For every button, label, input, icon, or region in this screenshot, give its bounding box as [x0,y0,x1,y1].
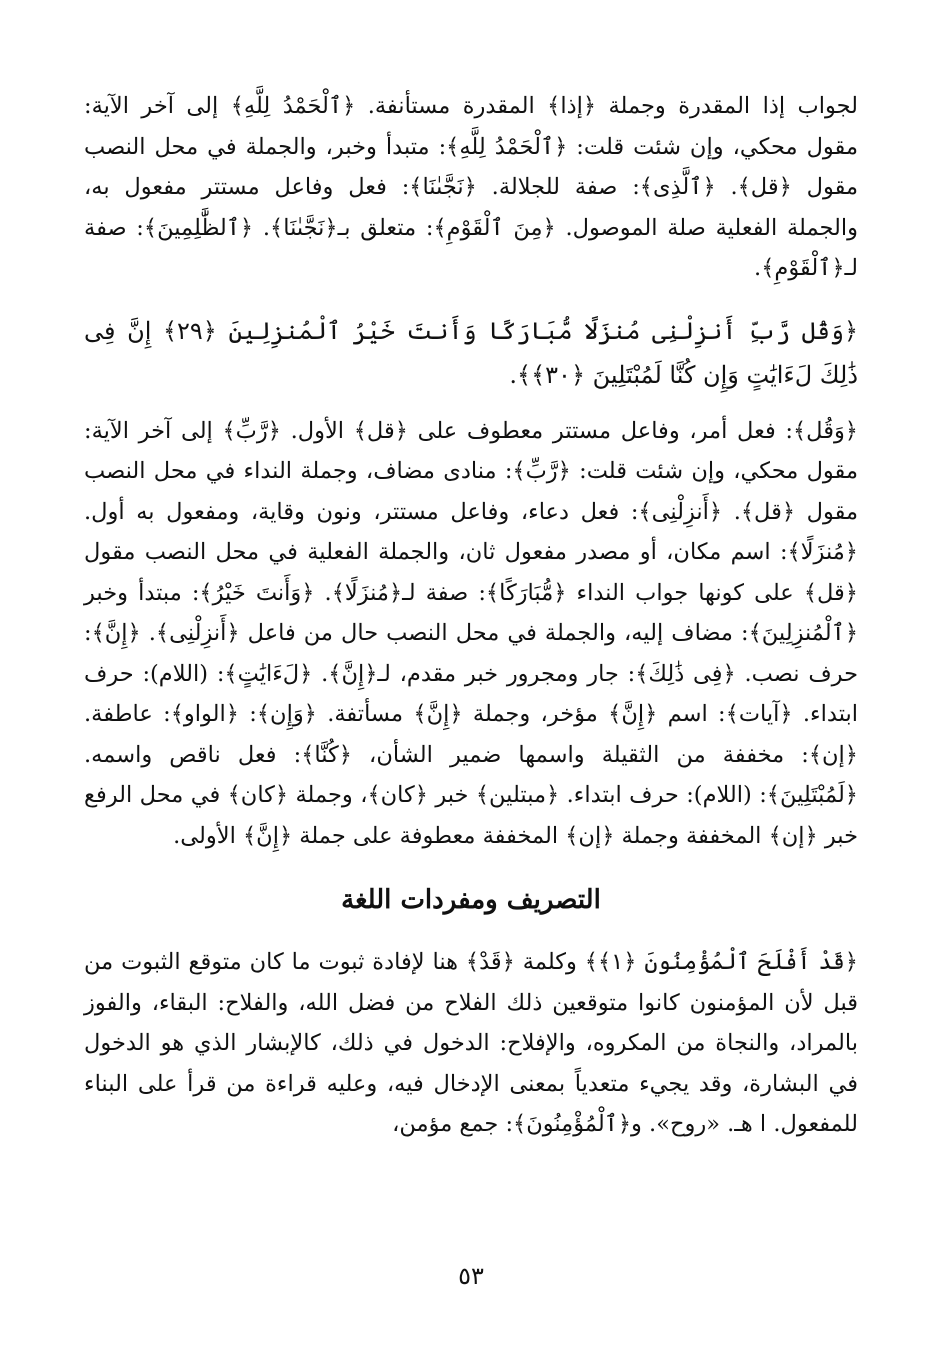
paragraph-1: لجواب إذا المقدرة وجملة ﴿إذا﴾ المقدرة مستأنفة. ﴿ٱلْحَمْدُ لِلَّهِ﴾ إلى آخر الآية: مقول محكي، وإن شئت قلت: ﴿ٱلْحَمْدُ لِلَّهِ﴾: متبدأ وخبر، والجملة في محل النصب مقول ﴿قل﴾. ﴿ٱلَّذِى﴾: صفة للجلالة. ﴿نَجَّىٰنَا﴾: فعل وفاعل مستتر مفعول به، والجملة الفعلية صلة الموصول. ﴿مِنَ ٱلْقَوْمِ﴾: متعلق بـ﴿نَجَّىٰنَا﴾. ﴿ٱلظَّٰلِمِينَ﴾: صفة لـ﴿ٱلْقَوْمِ﴾. [84,93,858,281]
paragraph-3: ﴿قَدْ أَفْلَحَ ٱلْمُؤْمِنُونَ ﴿١﴾﴾ وكلمة ﴿قَدْ﴾ هنا لإفادة ثبوت ما كان متوقع الثبوت من قبل لأن المؤمنون كانوا متوقعين ذلك الفلاح من فضل الله، والفلاح: البقاء، والفوز بالمراد، والنجاة من المكروه، والإفلاح: الدخول في ذلك، كالإبشار الذي هو الدخول في البشارة، وقد يجيء متعدياً بمعنى الإدخال فيه، وعليه قراءة من قرأ على البناء للمفعول. ا هـ. «روح». و﴿ٱلْمُؤْمِنُونَ﴾: جمع مؤمن، [84,949,858,1137]
section-heading: التصريف ومفردات اللغة [341,885,601,915]
page-number: ٥٣ [458,1262,484,1290]
paragraph-2: ﴿وَقُل﴾: فعل أمر، وفاعل مستتر معطوف على ﴿قل﴾ الأول. ﴿رَّبِّ﴾ إلى آخر الآية: مقول محكي، وإن شئت قلت: ﴿رَّبِّ﴾: منادى مضاف، وجملة النداء في محل النصب مقول ﴿قل﴾. ﴿أَنزِلْنِى﴾: فعل دعاء، وفاعل مستتر، ونون وقاية، ومفعول به أول. ﴿مُنزَلًا﴾: اسم مكان، أو مصدر مفعول ثان، والجملة الفعلية في محل النصب مقول ﴿قل﴾ على كونها جواب النداء ﴿مُّبَارَكًا﴾: صفة لـ﴿مُنزَلًا﴾. ﴿وَأَنتَ خَيْرُ﴾: مبتدأ وخبر ﴿ٱلْمُنزِلِينَ﴾: مضاف إليه، والجملة في محل النصب حال من فاعل ﴿أَنزِلْنِى﴾. ﴿إِنَّ﴾: حرف نصب. ﴿فِى ذَٰلِكَ﴾: جار ومجرور خبر مقدم، لـ﴿إِنَّ﴾. ﴿لَءَايَٰتٍ﴾: (اللام): حرف ابتداء. ﴿آيات﴾: اسم ﴿إِنَّ﴾ مؤخر، وجملة ﴿إِنَّ﴾ مسأتفة. ﴿وَإِن﴾: ﴿الواو﴾: عاطفة. ﴿إن﴾: مخففة من الثقيلة واسمها ضمير الشأن، ﴿كُنَّا﴾: فعل ناقص واسمه. ﴿لَمُبْتَلِينَ﴾: (اللام): حرف ابتداء. ﴿مبتلين﴾ خبر ﴿كان﴾، وجملة ﴿كان﴾ في محل الرفع خبر ﴿إن﴾ المخففة وجملة ﴿إن﴾ المخففة معطوفة على جملة ﴿إِنَّ﴾ الأولى. [84,417,858,849]
quran-verse: ﴿وَقُل رَّبِّ أَنزِلْنِى مُنزَلًا مُّبَارَكًا وَأَنتَ خَيْرُ ٱلْمُنزِلِينَ ﴿٢٩﴾ إِنَّ فِى ذَٰلِكَ لَءَايَٰتٍ وَإِن كُنَّا لَمُبْتَلِينَ ﴿٣٠﴾﴾. [84,316,859,389]
